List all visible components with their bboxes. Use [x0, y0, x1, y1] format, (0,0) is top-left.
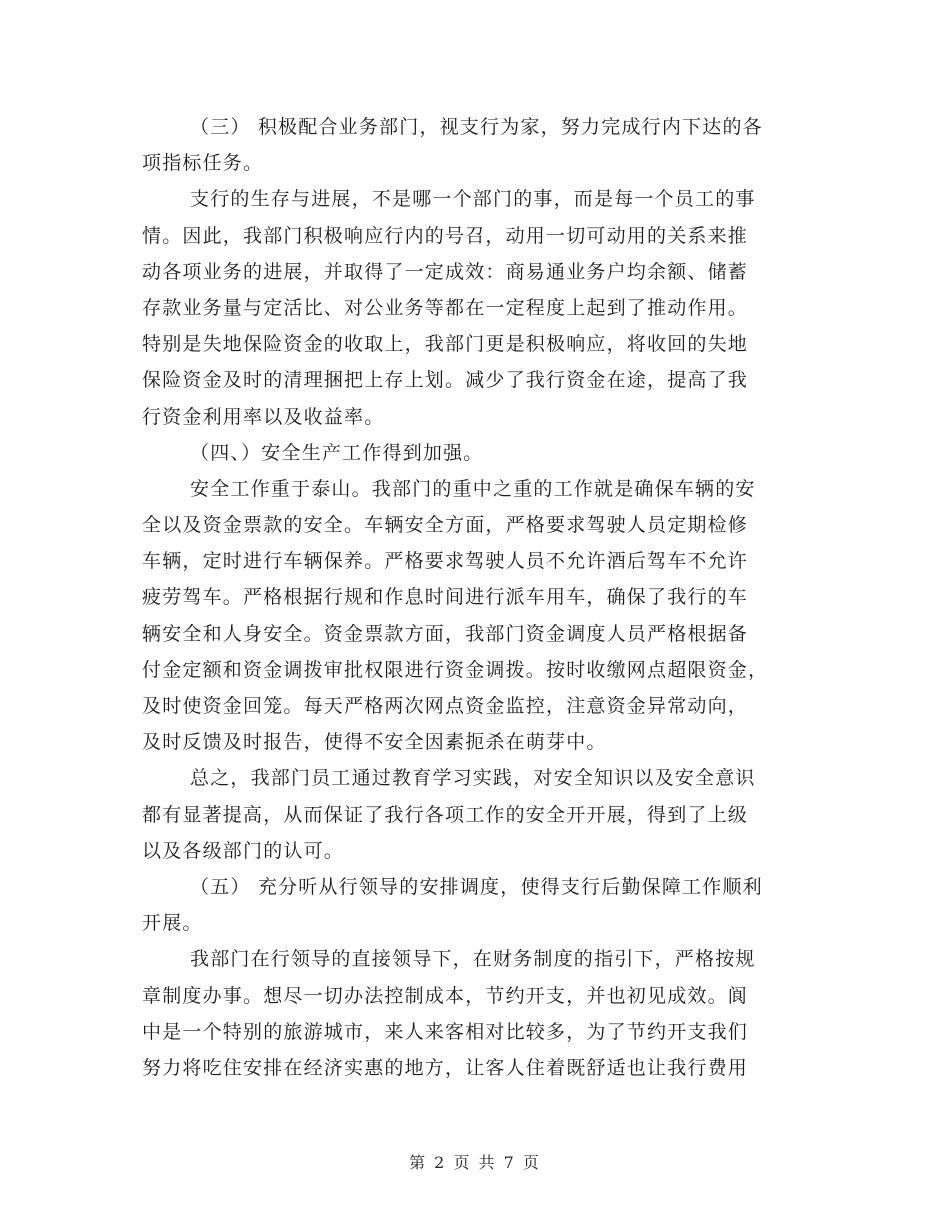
- text-line: 都有显著提高，从而保证了我行各项工作的安全开开展，得到了上级: [142, 803, 749, 826]
- text-line: 保险资金及时的清理捆把上存上划。减少了我行资金在途，提高了我: [142, 369, 749, 392]
- text-line: 行资金利用率以及收益率。: [142, 405, 385, 428]
- text-line: 特别是失地保险资金的收取上，我部门更是积极响应，将收回的失地: [142, 333, 749, 356]
- text-line: 动各项业务的进展，并取得了一定成效：商易通业务户均余额、储蓄: [142, 260, 749, 283]
- text-line: 存款业务量与定活比、对公业务等都在一定程度上起到了推动作用。: [142, 296, 749, 319]
- text-line: 总之，我部门员工通过教育学习实践，对安全知识以及安全意识: [190, 767, 756, 790]
- document-body: [142, 109, 812, 1086]
- text-line: （三） 积极配合业务部门，视支行为家，努力完成行内下达的各: [190, 116, 763, 138]
- text-line: 车辆，定时进行车辆保养。严格要求驾驶人员不允许酒后驾车不允许: [142, 550, 749, 573]
- text-line: 以及各级部门的认可。: [142, 839, 345, 862]
- text-line: 我部门在行领导的直接领导下，在财务制度的指引下，严格按规: [190, 948, 756, 971]
- text-line: 付金定额和资金调拨审批权限进行资金调拨。按时收缴网点超限资金，: [142, 658, 769, 681]
- text-line: 开展。: [142, 912, 203, 935]
- text-line: 支行的生存与进展，不是哪一个部门的事，而是每一个员工的事: [190, 188, 756, 211]
- text-line: 情。因此，我部门积极响应行内的号召，动用一切可动用的关系来推: [142, 224, 749, 247]
- text-line: 全以及资金票款的安全。车辆安全方面，严格要求驾驶人员定期检修: [142, 514, 749, 537]
- text-line: 努力将吃住安排在经济实惠的地方，让客人住着既舒适也让我行费用: [142, 1056, 749, 1079]
- text-line: 中是一个特别的旅游城市，来人来客相对比较多，为了节约开支我们: [142, 1020, 749, 1043]
- text-line: 章制度办事。想尽一切办法控制成本，节约开支，并也初见成效。阆: [142, 984, 749, 1007]
- text-line: （四、）安全生产工作得到加强。: [190, 441, 484, 464]
- text-line: 及时反馈及时报告，使得不安全因素扼杀在萌芽中。: [142, 731, 607, 754]
- page-number-footer: 第 2 页 共 7 页: [409, 1153, 541, 1172]
- text-line: （五） 充分听从行领导的安排调度，使得支行后勤保障工作顺利: [190, 875, 763, 898]
- text-line: 项指标任务。: [142, 152, 264, 175]
- text-line: 及时使资金回笼。每天严格两次网点资金监控，注意资金异常动向，: [142, 695, 749, 717]
- text-line: 疲劳驾车。严格根据行规和作息时间进行派车用车，确保了我行的车: [142, 586, 749, 609]
- text-line: 辆安全和人身安全。资金票款方面，我部门资金调度人员严格根据备: [142, 622, 749, 645]
- text-line: 安全工作重于泰山。我部门的重中之重的工作就是确保车辆的安: [190, 477, 756, 500]
